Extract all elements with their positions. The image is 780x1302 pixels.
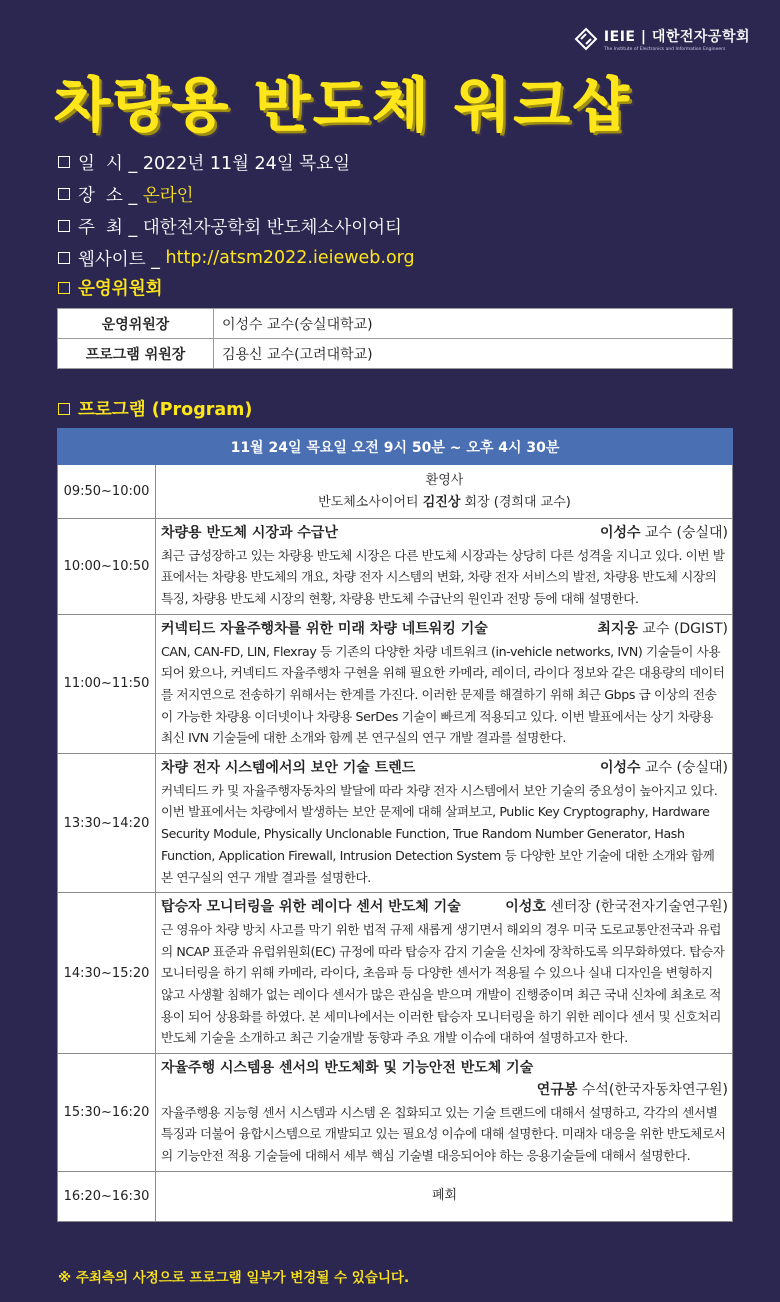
program-header-row <box>58 429 733 465</box>
opening-speaker <box>161 492 728 514</box>
talk-cell <box>156 893 733 1054</box>
table-row <box>58 1171 733 1221</box>
talk-description: 커넥티드 카 및 자율주행자동차의 발달에 따라 차량 전자 시스템에서 보안 기술의 중요성이 높아지고 있다. 이번 발표에서는 차량에서 발생하는 보안 문제에 대해 살펴보고, Public Key Cryptography, Hardware Security Module, Physically Unclonable Function, True Random Number Generator, Hash Function, Application Firewall, Intrusion Detection System 등 다양한 보안 기술에 대한 소개와 함께 본 연구실의 연구 개발 결과를 설명한다. <box>161 782 718 885</box>
speaker-affiliation: 센터장 (한국전자기술연구원) <box>545 899 728 916</box>
committee-title-text: 운영위원회 <box>78 279 163 299</box>
program-title-text: 프로그램 (Program) <box>78 400 253 420</box>
talk-cell <box>156 519 733 615</box>
table-row <box>58 309 733 339</box>
program-table <box>57 428 733 1222</box>
speaker-affiliation: 교수 (DGIST) <box>637 620 728 637</box>
committee-name: 이성수 교수(숭실대학교) <box>214 309 733 339</box>
footnote: ※ 주최측의 사정으로 프로그램 일부가 변경될 수 있습니다. <box>58 1270 410 1286</box>
program-header: 11월 24일 목요일 오전 9시 50분 ~ 오후 4시 30분 <box>58 429 733 465</box>
speaker-name: 최지웅 <box>597 620 638 637</box>
checkbox-bullet-icon <box>58 188 70 200</box>
opening-session <box>156 465 733 519</box>
table-row <box>58 754 733 893</box>
session-time: 15:30~16:20 <box>58 1054 156 1172</box>
info-label: 장 소 _ <box>78 185 143 206</box>
ieie-logo-icon <box>574 27 598 51</box>
talk-title: 커넥티드 자율주행차를 위한 미래 차량 네트워킹 기술 <box>161 620 488 637</box>
logo-text: IEIE | 대한전자공학회 <box>603 29 750 45</box>
committee-role: 프로그램 위원장 <box>58 339 214 369</box>
session-time: 11:00~11:50 <box>58 614 156 753</box>
info-label: 주 최 _ <box>78 217 143 238</box>
talk-title: 차량 전자 시스템에서의 보안 기술 트렌드 <box>161 760 416 777</box>
checkbox-bullet-icon <box>58 403 70 415</box>
website-link[interactable]: http://atsm2022.ieieweb.org <box>165 248 415 268</box>
session-time: 16:20~16:30 <box>58 1171 156 1221</box>
session-time: 13:30~14:20 <box>58 754 156 893</box>
session-time: 10:00~10:50 <box>58 519 156 615</box>
talk-speaker <box>600 523 728 545</box>
info-row-place <box>58 178 415 210</box>
session-time: 14:30~15:20 <box>58 893 156 1054</box>
table-row <box>58 519 733 615</box>
info-label: 일 시 _ <box>78 153 143 174</box>
info-value: 2022년 11월 24일 목요일 <box>142 153 351 174</box>
committee-name: 김용신 교수(고려대학교) <box>214 339 733 369</box>
logo <box>574 26 750 52</box>
talk-description: 근 영유아 차량 방치 사고를 막기 위한 법적 규제 새롭게 생기면서 해외의 경우 미국 도로교통안전국과 유럽의 NCAP 표준과 유럽위원회(EC) 규정에 따라 탑승자 감지 기술을 신차에 장착하도록 의무화하였다. 탑승자 모니터링을 하기 위해 카메라, 라이다, 초음파 등 다양한 센서가 적용될 수 있으나 실내 디자인을 변형하지 않고 사생활 침해가 없는 레이다 센서가 많은 관심을 받으며 개발이 진행중이며 최근 국내 신차에 최초로 적용이 되어 상용화를 하였다. 본 세미나에서는 이러한 탑승자 모니터링을 하기 위한 레이다 센서 및 신호처리 반도체 기술을 소개하고 최근 기술개발 동향과 주요 개발 이슈에 대하여 설명하고자 한다. <box>161 921 725 1046</box>
committee-role: 운영위원장 <box>58 309 214 339</box>
table-row <box>58 339 733 369</box>
page-title: 차량용 반도체 워크샵 <box>54 71 632 139</box>
talk-title: 탑승자 모니터링을 위한 레이다 센서 반도체 기술 <box>161 899 461 916</box>
speaker-name: 이성수 <box>599 760 641 777</box>
committee-section-title <box>58 275 163 300</box>
talk-speaker <box>161 1080 728 1102</box>
program-section-title <box>58 396 252 421</box>
committee-table <box>57 308 733 369</box>
talk-description: 자율주행용 지능형 센서 시스템과 시스템 온 칩화되고 있는 기술 트랜드에 대해서 설명하고, 각각의 센서별 특징과 더불어 융합시스템으로 개발되고 있는 필요성 이슈에 대해 설명한다. 미래차 대응을 위한 반도체로서의 기능안전 적용 기술들에 대해서 세부 핵심 기술별 대응되어야 하는 응용기술들에 대해서 설명한다. <box>161 1104 726 1163</box>
logo-subtitle: The Institute of Electronics and Information Engineers <box>603 47 726 52</box>
talk-speaker <box>600 758 728 780</box>
speaker-name: 연규봉 <box>536 1081 578 1098</box>
checkbox-bullet-icon <box>58 282 70 294</box>
speaker-affiliation: 수석(한국자동차연구원) <box>577 1081 728 1098</box>
talk-speaker <box>505 897 728 919</box>
talk-header <box>161 523 728 545</box>
talk-header <box>161 758 728 780</box>
opening-org: 반도체소사이어티 <box>318 494 423 510</box>
opening-name: 김진상 <box>422 494 461 510</box>
speaker-name: 이성수 <box>599 525 641 541</box>
checkbox-bullet-icon <box>58 156 70 168</box>
talk-title: 차량용 반도체 시장과 수급난 <box>161 525 338 541</box>
opening-role: 회장 (경희대 교수) <box>460 494 571 510</box>
table-row <box>58 1054 733 1172</box>
talk-cell <box>156 754 733 893</box>
talk-description: CAN, CAN-FD, LIN, Flexray 등 기존의 다양한 차량 네트워크 (in-vehicle networks, IVN) 기술들이 사용되어 왔으나, 커넥티드 자율주행차 구현을 위해 필요한 카메라, 레이더, 라이다 정보와 같은 대용량의 데이터를 저지연으로 전송하기 위해서는 한계를 가진다. 이러한 문제를 해결하기 위해 최근 Gbps 급 이상의 전송이 가능한 차량용 이더넷이나 차량용 SerDes 기술이 빠르게 적용되고 있다. 이번 발표에서는 상기 차량용 최신 IVN 기술들에 대한 소개와 함께 본 연구실의 연구 개발 결과를 설명한다. <box>161 643 725 746</box>
speaker-affiliation: 교수 (숭실대) <box>640 760 728 777</box>
session-time: 09:50~10:00 <box>58 465 156 519</box>
table-row <box>58 614 733 753</box>
talk-description: 최근 급성장하고 있는 차량용 반도체 시장은 다른 반도체 시장과는 상당히 다른 성격을 지니고 있다. 이번 발표에서는 차량용 반도체의 개요, 차량 전자 시스템의 변화, 차량 전자 서비스의 발전, 차량용 반도체 시장의 특징, 차량용 반도체 시장의 현황, 차량용 반도체 수급난의 원인과 전망 등에 대해 설명한다. <box>161 547 725 607</box>
event-info <box>58 146 415 274</box>
talk-cell <box>156 614 733 753</box>
checkbox-bullet-icon <box>58 220 70 232</box>
talk-speaker <box>597 619 728 641</box>
info-row-host <box>58 210 415 242</box>
info-value: 온라인 <box>142 185 194 206</box>
info-row-date <box>58 146 415 178</box>
checkbox-bullet-icon <box>58 252 70 264</box>
info-label: 웹사이트 _ <box>78 249 166 270</box>
table-row <box>58 893 733 1054</box>
table-row <box>58 465 733 519</box>
talk-header <box>161 897 728 919</box>
talk-header <box>161 619 728 641</box>
talk-title: 자율주행 시스템용 센서의 반도체화 및 기능안전 반도체 기술 <box>161 1060 534 1077</box>
speaker-name: 이성호 <box>505 899 546 916</box>
opening-title: 환영사 <box>425 472 464 488</box>
info-value: 대한전자공학회 반도체소사이어티 <box>142 217 402 238</box>
talk-cell <box>156 1054 733 1172</box>
info-row-website <box>58 242 415 274</box>
closing-session: 폐회 <box>156 1171 733 1221</box>
speaker-affiliation: 교수 (숭실대) <box>640 525 728 541</box>
